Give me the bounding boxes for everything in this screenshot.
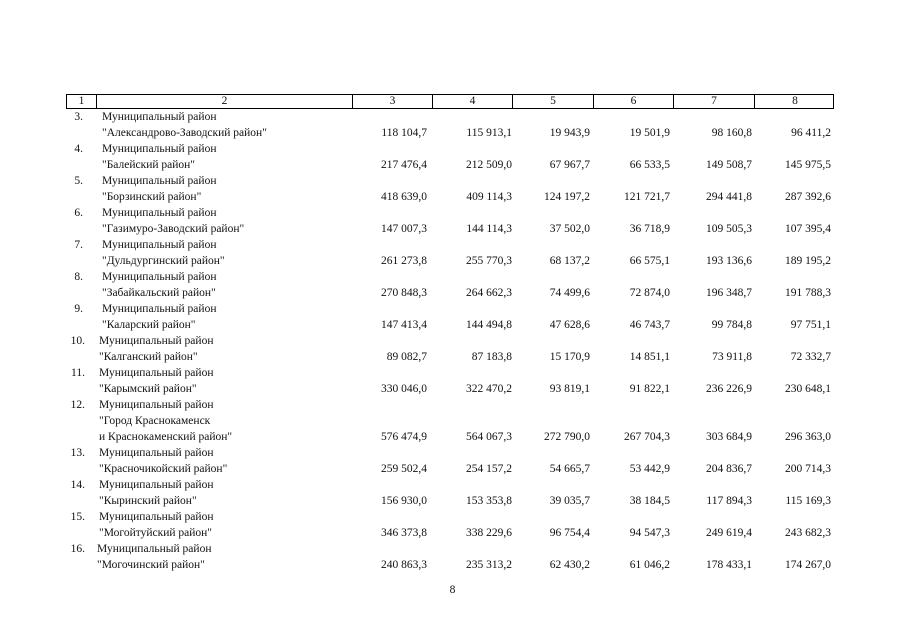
- value-cell-col4: 264 662,3: [466, 287, 512, 299]
- value-cell-col4: 144 494,8: [466, 319, 512, 331]
- value-cell-col6: 66 533,5: [629, 159, 670, 171]
- row-number: 16.: [70, 543, 85, 555]
- value-cell-col4: 564 067,3: [466, 431, 512, 443]
- value-cell-col6: 36 718,9: [629, 223, 670, 235]
- value-cell-col7: 196 348,7: [706, 287, 752, 299]
- header-cell: 5: [513, 95, 594, 108]
- header-cell: 7: [674, 95, 755, 108]
- value-cell-col7: 236 226,9: [706, 383, 752, 395]
- value-cell-col5: 124 197,2: [544, 191, 590, 203]
- value-cell-col3: 118 104,7: [381, 127, 427, 139]
- value-cell-col7: 99 784,8: [711, 319, 752, 331]
- value-cell-col5: 39 035,7: [549, 495, 590, 507]
- district-type: Муниципальный район: [99, 447, 214, 459]
- row-number: 15.: [70, 511, 85, 523]
- district-name: "Город Краснокаменск: [99, 415, 211, 427]
- value-cell-col7: 98 160,8: [711, 127, 752, 139]
- value-cell-col8: 115 169,3: [785, 495, 831, 507]
- value-cell-col4: 254 157,2: [466, 463, 512, 475]
- value-cell-col6: 14 851,1: [629, 351, 670, 363]
- value-cell-col8: 107 395,4: [785, 223, 831, 235]
- value-cell-col5: 96 754,4: [549, 527, 590, 539]
- value-cell-col3: 147 007,3: [381, 223, 427, 235]
- value-cell-col5: 67 967,7: [549, 159, 590, 171]
- value-cell-col5: 93 819,1: [549, 383, 590, 395]
- value-cell-col6: 72 874,0: [629, 287, 670, 299]
- value-cell-col5: 54 665,7: [549, 463, 590, 475]
- value-cell-col5: 68 137,2: [549, 255, 590, 267]
- district-type: Муниципальный район: [102, 303, 217, 315]
- value-cell-col3: 156 930,0: [381, 495, 427, 507]
- district-name: "Кыринский район": [99, 495, 197, 507]
- value-cell-col3: 259 502,4: [381, 463, 427, 475]
- district-type: Муниципальный район: [102, 239, 217, 251]
- value-cell-col8: 97 751,1: [790, 319, 831, 331]
- value-cell-col6: 91 822,1: [629, 383, 670, 395]
- value-cell-col5: 62 430,2: [549, 559, 590, 571]
- value-cell-col6: 46 743,7: [629, 319, 670, 331]
- value-cell-col6: 61 046,2: [629, 559, 670, 571]
- value-cell-col8: 72 332,7: [790, 351, 831, 363]
- value-cell-col7: 178 433,1: [706, 559, 752, 571]
- header-cell: 1: [67, 95, 97, 108]
- table-header-row: [66, 94, 834, 109]
- value-cell-col3: 346 373,8: [381, 527, 427, 539]
- row-number: 7.: [74, 239, 83, 251]
- row-number: 4.: [74, 143, 83, 155]
- value-cell-col3: 147 413,4: [381, 319, 427, 331]
- value-cell-col6: 53 442,9: [629, 463, 670, 475]
- header-cell: 4: [433, 95, 513, 108]
- value-cell-col8: 174 267,0: [785, 559, 831, 571]
- value-cell-col4: 115 913,1: [466, 127, 512, 139]
- value-cell-col7: 204 836,7: [706, 463, 752, 475]
- district-name: "Александрово-Заводский район": [102, 127, 267, 139]
- value-cell-col3: 330 046,0: [381, 383, 427, 395]
- value-cell-col4: 153 353,8: [466, 495, 512, 507]
- district-type: Муниципальный район: [102, 175, 217, 187]
- district-name: "Карымский район": [99, 383, 197, 395]
- value-cell-col5: 15 170,9: [549, 351, 590, 363]
- value-cell-col8: 296 363,0: [785, 431, 831, 443]
- value-cell-col4: 212 509,0: [466, 159, 512, 171]
- value-cell-col3: 418 639,0: [381, 191, 427, 203]
- value-cell-col5: 272 790,0: [544, 431, 590, 443]
- district-type: Муниципальный район: [102, 271, 217, 283]
- value-cell-col6: 19 501,9: [629, 127, 670, 139]
- row-number: 8.: [74, 271, 83, 283]
- district-name: "Калганский район": [99, 351, 198, 363]
- district-type: Муниципальный район: [102, 111, 217, 123]
- value-cell-col3: 261 273,8: [381, 255, 427, 267]
- header-cell: 8: [792, 95, 798, 107]
- value-cell-col6: 267 704,3: [624, 431, 670, 443]
- value-cell-col4: 338 229,6: [466, 527, 512, 539]
- district-type: Муниципальный район: [99, 367, 214, 379]
- value-cell-col4: 87 183,8: [471, 351, 512, 363]
- district-type: Муниципальный район: [102, 143, 217, 155]
- row-number: 5.: [74, 175, 83, 187]
- header-cell: 6: [594, 95, 674, 108]
- district-type: Муниципальный район: [102, 207, 217, 219]
- row-number: 13.: [70, 447, 85, 459]
- value-cell-col7: 117 894,3: [706, 495, 752, 507]
- row-number: 3.: [74, 111, 83, 123]
- district-name: "Газимуро-Заводский район": [102, 223, 245, 235]
- district-type: Муниципальный район: [99, 511, 214, 523]
- district-type: Муниципальный район: [99, 399, 214, 411]
- district-name: "Каларский район": [102, 319, 196, 331]
- header-cell: 3: [353, 95, 433, 108]
- value-cell-col8: 96 411,2: [791, 127, 831, 139]
- value-cell-col4: 235 313,2: [466, 559, 512, 571]
- row-number: 11.: [71, 367, 85, 379]
- row-number: 6.: [74, 207, 83, 219]
- value-cell-col7: 149 508,7: [706, 159, 752, 171]
- district-name: "Забайкальский район": [102, 287, 216, 299]
- row-number: 14.: [70, 479, 85, 491]
- value-cell-col7: 193 136,6: [706, 255, 752, 267]
- value-cell-col8: 189 195,2: [785, 255, 831, 267]
- value-cell-col3: 576 474,9: [381, 431, 427, 443]
- district-name: и Краснокаменский район": [99, 431, 233, 443]
- value-cell-col8: 200 714,3: [785, 463, 831, 475]
- value-cell-col6: 94 547,3: [629, 527, 670, 539]
- value-cell-col7: 303 684,9: [706, 431, 752, 443]
- value-cell-col4: 322 470,2: [466, 383, 512, 395]
- district-type: Муниципальный район: [97, 543, 212, 555]
- value-cell-col6: 66 575,1: [629, 255, 670, 267]
- value-cell-col4: 255 770,3: [466, 255, 512, 267]
- district-name: "Борзинский район": [102, 191, 202, 203]
- value-cell-col3: 89 082,7: [386, 351, 427, 363]
- value-cell-col8: 287 392,6: [785, 191, 831, 203]
- value-cell-col5: 19 943,9: [549, 127, 590, 139]
- row-number: 12.: [70, 399, 85, 411]
- district-name: "Балейский район": [102, 159, 195, 171]
- row-number: 10.: [70, 335, 85, 347]
- value-cell-col3: 270 848,3: [381, 287, 427, 299]
- district-name: "Могочинский район": [97, 559, 205, 571]
- value-cell-col3: 240 863,3: [381, 559, 427, 571]
- value-cell-col4: 144 114,3: [466, 223, 512, 235]
- district-name: "Могойтуйский район": [99, 527, 212, 539]
- value-cell-col8: 230 648,1: [785, 383, 831, 395]
- district-type: Муниципальный район: [99, 479, 214, 491]
- value-cell-col6: 121 721,7: [624, 191, 670, 203]
- value-cell-col7: 73 911,8: [712, 351, 752, 363]
- district-type: Муниципальный район: [99, 335, 214, 347]
- district-name: "Дульдургинский район": [102, 255, 225, 267]
- value-cell-col8: 191 788,3: [785, 287, 831, 299]
- value-cell-col6: 38 184,5: [629, 495, 670, 507]
- header-cell: 2: [97, 95, 353, 108]
- value-cell-col5: 47 628,6: [549, 319, 590, 331]
- value-cell-col5: 74 499,6: [549, 287, 590, 299]
- value-cell-col4: 409 114,3: [466, 191, 512, 203]
- value-cell-col8: 145 975,5: [785, 159, 831, 171]
- value-cell-col7: 294 441,8: [706, 191, 752, 203]
- row-number: 9.: [74, 303, 83, 315]
- value-cell-col5: 37 502,0: [549, 223, 590, 235]
- page-number: 8: [449, 584, 456, 596]
- district-name: "Красночикойский район": [99, 463, 228, 475]
- value-cell-col8: 243 682,3: [785, 527, 831, 539]
- value-cell-col7: 109 505,3: [706, 223, 752, 235]
- value-cell-col7: 249 619,4: [706, 527, 752, 539]
- value-cell-col3: 217 476,4: [381, 159, 427, 171]
